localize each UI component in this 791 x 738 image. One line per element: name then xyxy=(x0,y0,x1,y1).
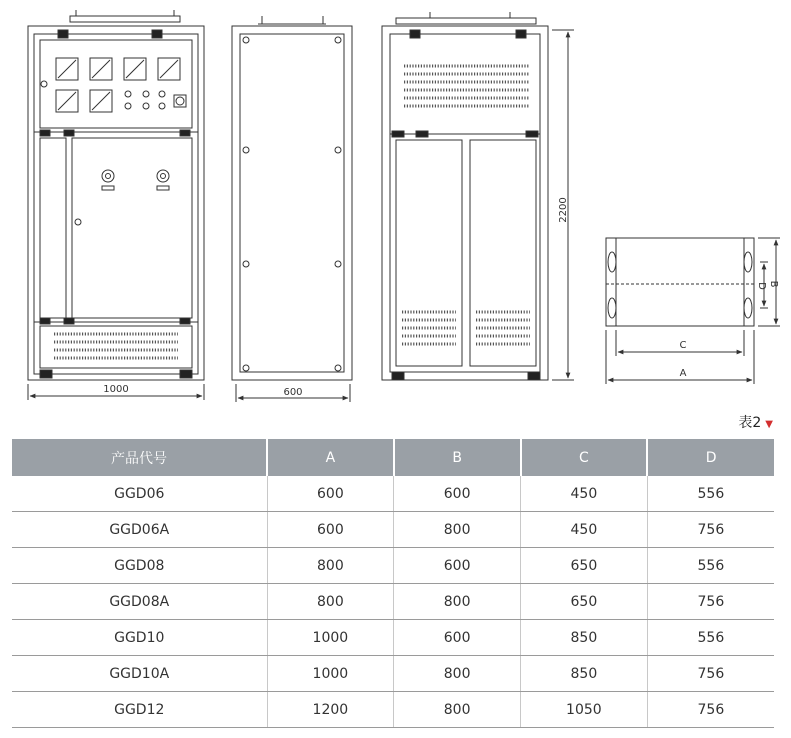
header-d: D xyxy=(647,439,774,476)
table-row xyxy=(12,692,774,728)
switch-knobs xyxy=(102,170,169,190)
cell-model: GGD08A xyxy=(12,584,267,620)
cell-c: 650 xyxy=(521,548,648,584)
cell-b: 600 xyxy=(394,548,521,584)
cell-model: GGD10 xyxy=(12,620,267,656)
arrow-down-icon: ▼ xyxy=(765,419,773,430)
cell-d: 556 xyxy=(647,476,774,512)
cell-c: 650 xyxy=(521,584,648,620)
table-row xyxy=(12,620,774,656)
header-model: 产品代号 xyxy=(12,439,267,476)
dim-height: 2200 xyxy=(558,197,569,223)
table-caption xyxy=(738,412,773,432)
cell-a: 600 xyxy=(267,476,394,512)
cell-b: 800 xyxy=(394,584,521,620)
cell-model: GGD12 xyxy=(12,692,267,728)
side-view xyxy=(232,16,352,402)
cell-a: 1000 xyxy=(267,656,394,692)
cell-d: 756 xyxy=(647,656,774,692)
table-row xyxy=(12,548,774,584)
cell-model: GGD06A xyxy=(12,512,267,548)
table-header-row xyxy=(12,439,774,476)
cell-a: 1000 xyxy=(267,620,394,656)
cell-a: 800 xyxy=(267,584,394,620)
dim-c: C xyxy=(679,340,687,351)
cell-b: 800 xyxy=(394,692,521,728)
dim-d: D xyxy=(756,282,767,290)
cell-model: GGD10A xyxy=(12,656,267,692)
cell-c: 450 xyxy=(521,512,648,548)
cell-a: 1200 xyxy=(267,692,394,728)
dim-side-width: 600 xyxy=(283,387,303,398)
header-a: A xyxy=(267,439,394,476)
cell-b: 600 xyxy=(394,620,521,656)
cell-model: GGD08 xyxy=(12,548,267,584)
cell-d: 556 xyxy=(647,620,774,656)
dim-front-width: 1000 xyxy=(103,384,129,395)
cell-c: 850 xyxy=(521,656,648,692)
meter-group xyxy=(56,58,180,112)
cell-d: 756 xyxy=(647,692,774,728)
cell-d: 756 xyxy=(647,512,774,548)
cell-d: 556 xyxy=(647,548,774,584)
table-row xyxy=(12,476,774,512)
indicator-lamps xyxy=(125,91,186,109)
cell-a: 800 xyxy=(267,548,394,584)
cell-a: 600 xyxy=(267,512,394,548)
cell-c: 450 xyxy=(521,476,648,512)
header-b: B xyxy=(394,439,521,476)
dimension-table xyxy=(12,439,774,728)
dim-b: B xyxy=(768,280,779,288)
cell-c: 1050 xyxy=(521,692,648,728)
rear-view xyxy=(382,12,574,380)
cell-b: 800 xyxy=(394,656,521,692)
cell-b: 600 xyxy=(394,476,521,512)
table-row xyxy=(12,512,774,548)
base-view xyxy=(606,238,780,384)
header-c: C xyxy=(521,439,648,476)
table-row xyxy=(12,656,774,692)
front-view xyxy=(28,10,204,400)
cell-model: GGD06 xyxy=(12,476,267,512)
dim-a: A xyxy=(679,368,687,379)
cell-b: 800 xyxy=(394,512,521,548)
cell-c: 850 xyxy=(521,620,648,656)
cell-d: 756 xyxy=(647,584,774,620)
table-caption-label: 表2 xyxy=(738,415,762,431)
table-row xyxy=(12,584,774,620)
